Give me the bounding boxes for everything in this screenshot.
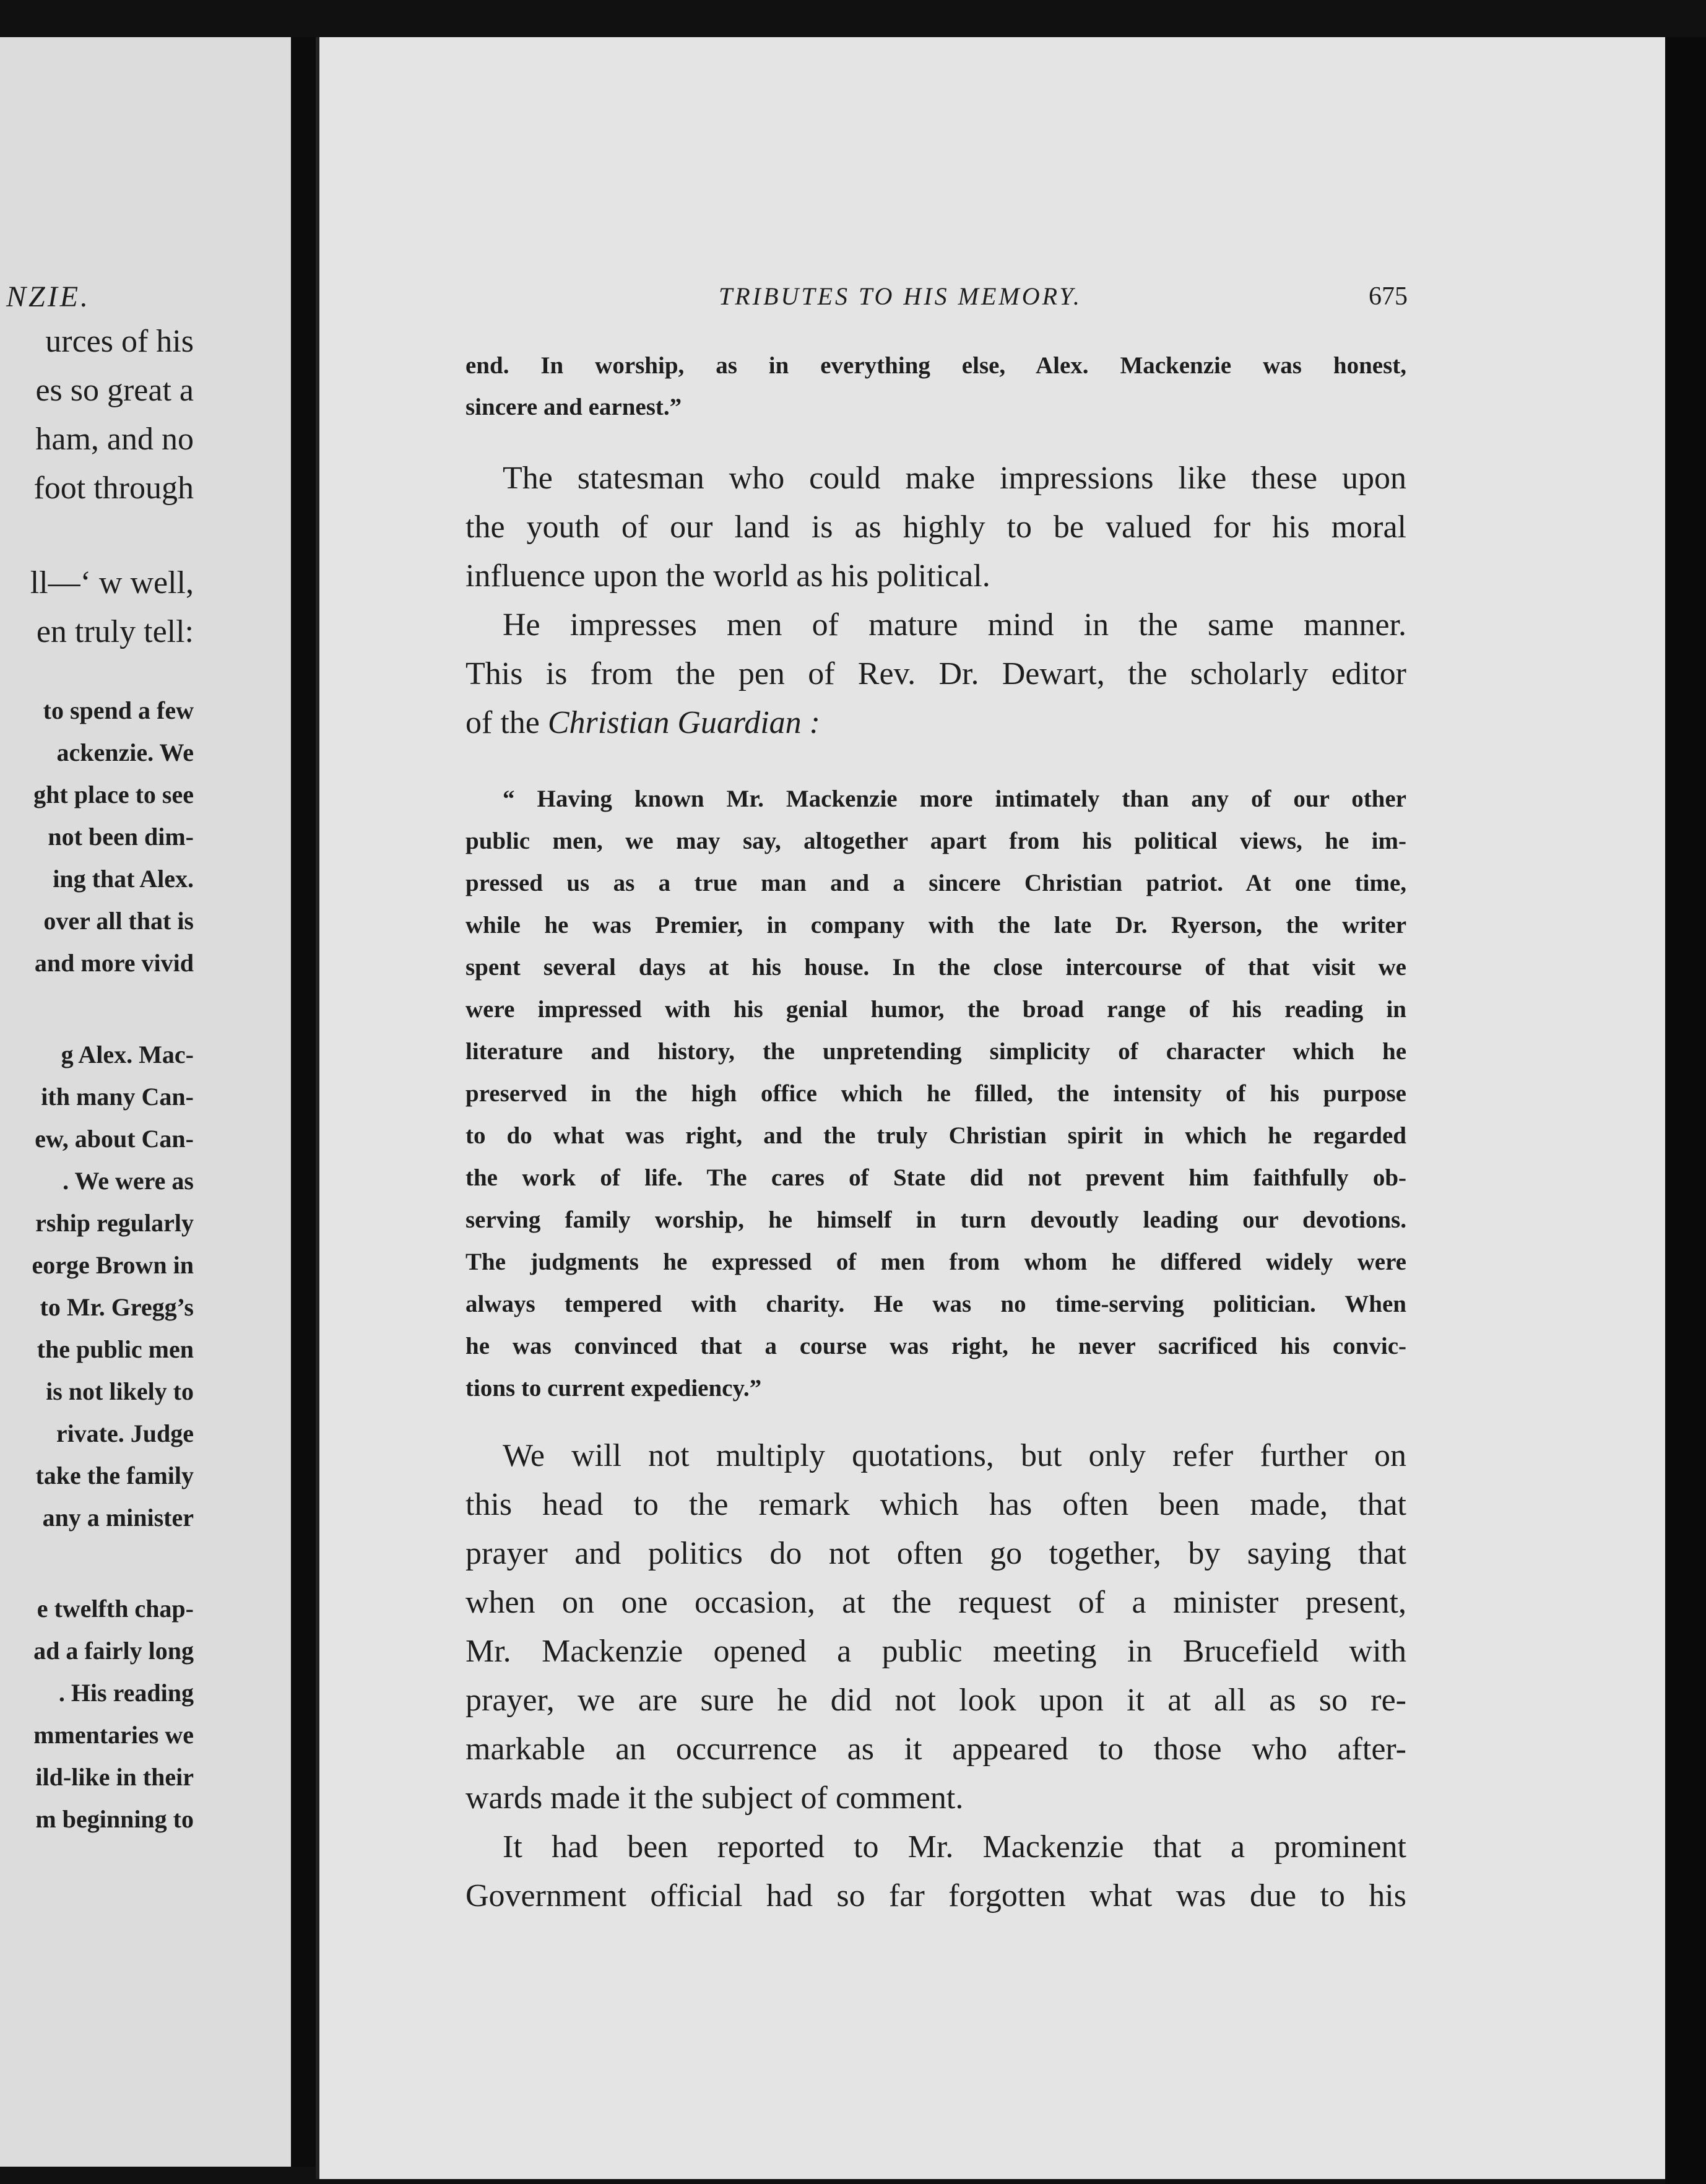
quote-line: while he was Premier, in company with the late Dr. Ryerson, the writer [465,912,1406,938]
left-line: ll—‘ w well, [30,565,194,600]
text-line: This is from the pen of Rev. Dr. Dewart, the scholarly editor [465,656,1406,691]
quote-line: literature and history, the unpretending simplicity of character which he [465,1038,1406,1065]
left-line: . His reading [58,1679,194,1707]
text-line [465,704,1406,741]
text-line: We will not multiply quotations, but only refer further on [503,1438,1406,1473]
left-line: take the family [35,1462,194,1489]
left-line: eorge Brown in [32,1251,194,1279]
text-line: prayer and politics do not often go together, by saying that [465,1536,1406,1571]
left-line: ild-like in their [35,1763,194,1791]
left-line: ith many Can- [41,1083,194,1111]
left-line: foot through [33,470,194,506]
left-line: ing that Alex. [53,865,194,893]
quote-line: spent several days at his house. In the close intercourse of that visit we [465,954,1406,981]
quote-line: were impressed with his genial humor, the broad range of his reading in [465,996,1406,1023]
text-line: He impresses men of mature mind in the same manner. [503,607,1406,643]
text-line: prayer, we are sure he did not look upon it at all as so re- [465,1683,1406,1718]
left-page [0,37,313,2167]
text-line: It had been reported to Mr. Mackenzie that a prominent [503,1829,1406,1865]
text-line: Mr. Mackenzie opened a public meeting in Brucefield with [465,1634,1406,1669]
text-line: Government official had so far forgotten what was due to his [465,1878,1406,1913]
left-line: g Alex. Mac- [61,1041,194,1068]
book-gutter [291,37,316,2167]
publication-title: Christian Guardian : [547,705,820,740]
quote-line: preserved in the high office which he filled, the intensity of his purpose [465,1080,1406,1107]
quote-line: The judgments he expressed of men from whom he differed widely were [465,1249,1406,1275]
left-line: rship regularly [35,1209,194,1237]
left-line: ham, and no [35,422,194,457]
left-line: ackenzie. We [56,739,194,766]
left-line: en truly tell: [36,614,194,649]
quote-line: the work of life. The cares of State did not prevent him faithfully ob- [465,1164,1406,1191]
left-line: urces of his [45,324,194,359]
text-line: this head to the remark which has often been made, that [465,1487,1406,1522]
page-edge-shadow [1665,37,1706,2184]
left-line: e twelfth chap- [37,1595,194,1623]
left-line: es so great a [35,373,194,408]
quote-line: to do what was right, and the truly Christian spirit in which he regarded [465,1122,1406,1149]
text-line: markable an occurrence as it appeared to those who after- [465,1731,1406,1767]
text-line: influence upon the world as his political. [465,558,990,594]
quote-line: public men, we may say, altogether apart from his political views, he im- [465,828,1406,854]
quote-line: serving family worship, he himself in turn devoutly leading our devotions. [465,1207,1406,1233]
quote-line: pressed us as a true man and a sincere Christian patriot. At one time, [465,870,1406,896]
text-line: The statesman who could make impressions like these upon [503,461,1406,496]
text-fragment: of the [465,705,540,740]
left-line: m beginning to [35,1805,194,1833]
left-line: ght place to see [33,781,194,808]
text-line: end. In worship, as in everything else, Alex. Mackenzie was honest, [465,352,1406,379]
left-line: and more vivid [34,949,194,977]
text-line: the youth of our land is as highly to be valued for his moral [465,509,1406,545]
left-line: ad a fairly long [33,1637,194,1665]
left-line: mmentaries we [33,1721,194,1749]
left-line: over all that is [43,907,194,935]
left-line: any a minister [42,1504,194,1532]
quote-line: he was convinced that a course was right, he never sacrificed his convic- [465,1333,1406,1359]
left-line: ew, about Can- [35,1125,194,1153]
left-line: is not likely to [46,1377,194,1405]
left-running-head: NZIE. [6,280,91,313]
page-number: 675 [1369,282,1408,311]
text-line: when on one occasion, at the request of a minister present, [465,1585,1406,1620]
text-line: wards made it the subject of comment. [465,1780,964,1816]
right-page [316,37,1669,2179]
quote-line: always tempered with charity. He was no time-serving politician. When [465,1291,1406,1317]
left-line: rivate. Judge [56,1419,194,1447]
running-head: TRIBUTES TO HIS MEMORY. [719,282,1082,310]
quote-line: tions to current expediency.” [465,1375,762,1402]
left-line: to spend a few [43,696,194,724]
quote-line: “ Having known Mr. Mackenzie more intimately than any of our other [503,786,1406,812]
left-line: to Mr. Gregg’s [40,1293,194,1321]
text-line: sincere and earnest.” [465,394,682,420]
left-line: not been dim- [48,823,194,851]
left-line: . We were as [63,1167,194,1195]
left-line: the public men [37,1335,194,1363]
